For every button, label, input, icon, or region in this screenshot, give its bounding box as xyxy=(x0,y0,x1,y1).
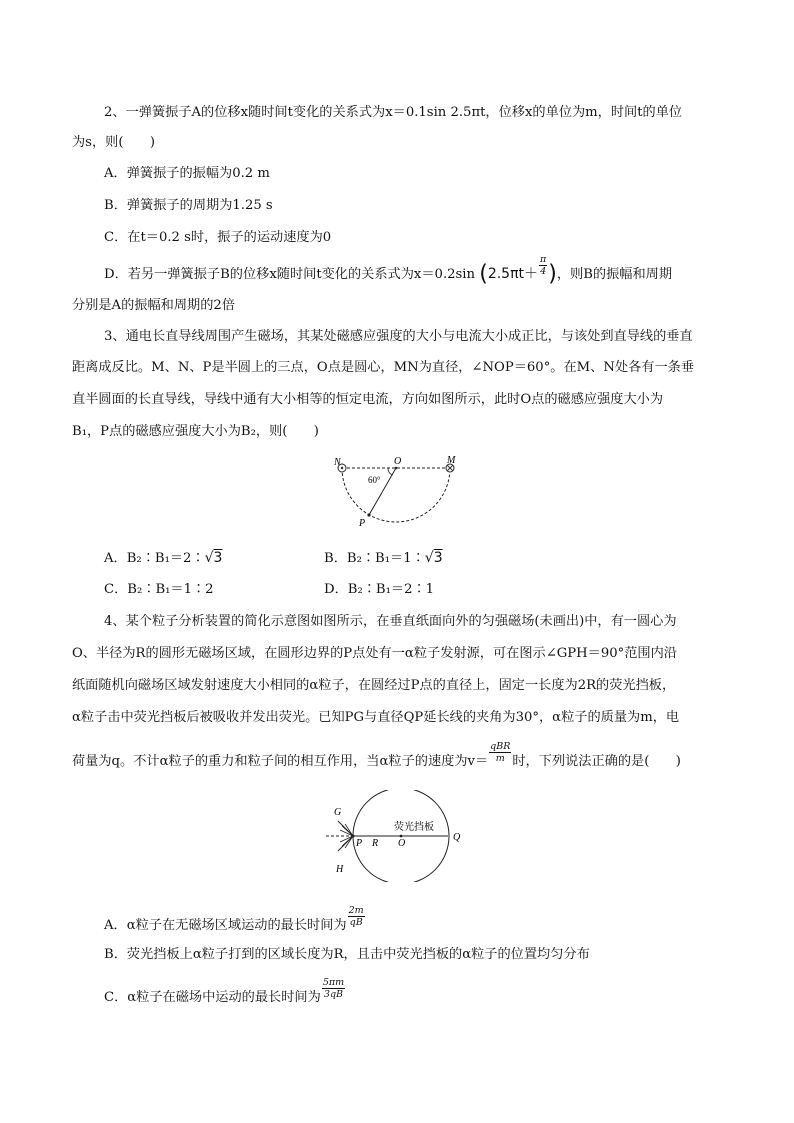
semicircle-arc xyxy=(342,468,450,522)
q3-option-a xyxy=(104,548,222,569)
fraction-denominator: qB xyxy=(349,917,363,928)
time-fraction xyxy=(322,977,345,1000)
label-o: O xyxy=(394,456,402,467)
point-p-dot xyxy=(367,513,370,516)
fraction-numerator: π xyxy=(540,254,547,265)
q2-option-b: B．弹簧振子的周期为1.25 s xyxy=(104,198,273,213)
q4-option-c-pre: C．α粒子在磁场中运动的最长时间为 xyxy=(104,990,321,1005)
q4-option-b: B．荧光挡板上α粒子打到的区域长度为R，且击中荧光挡板的α粒子的位置均匀分布 xyxy=(104,947,590,962)
fraction-denominator: 4 xyxy=(540,266,547,277)
sqrt-symbol: √ xyxy=(204,550,214,566)
time-fraction xyxy=(348,905,365,928)
q3-semicircle-figure xyxy=(322,452,472,532)
q2-stem-line1: 2、一弹簧振子A的位移x随时间t变化的关系式为x＝0.1sin 2.5πt，位移x的单位为m，时间t的单位 xyxy=(104,105,683,120)
q3-option-b-pre: B．B₂∶B₁＝1∶ xyxy=(324,551,425,566)
center-o-dot xyxy=(400,835,403,838)
fraction-numerator: qBR xyxy=(490,741,511,752)
q3-option-a-pre: A．B₂∶B₁＝2∶ xyxy=(104,551,205,566)
q2-option-d-line2: 分别是A的振幅和周期的2倍 xyxy=(72,298,235,313)
q4-stem-line4: α粒子击中荧光挡板后被吸收并发出荧光。已知PG与直径QP延长线的夹角为30°，α粒子的质量为m，电 xyxy=(72,710,680,725)
q4-stem-line3: 纸面随机向磁场区域发射速度大小相同的α粒子，在圆经过P点的直径上，固定一长度为2R的荧光挡板， xyxy=(72,678,676,693)
q2-option-d-post: ，则B的振幅和周期 xyxy=(556,267,673,282)
label-n: N xyxy=(334,457,341,468)
q2-option-d xyxy=(104,254,673,287)
q4-option-a-pre: A．α粒子在无磁场区域运动的最长时间为 xyxy=(104,918,347,933)
label-g: G xyxy=(334,807,342,818)
q3-option-d: D．B₂∶B₁＝2∶1 xyxy=(324,582,435,597)
fraction-numerator: 2m xyxy=(348,905,364,916)
q4-stem-line1: 4、某个粒子分析装置的简化示意图如图所示，在垂直纸面向外的匀强磁场(未画出)中，有一圆心为 xyxy=(104,614,677,629)
center-o-dot xyxy=(395,467,398,470)
current-out-dot xyxy=(341,467,343,469)
q3-stem-line4: B₁，P点的磁感应强度大小为B₂，则( ) xyxy=(72,424,319,439)
q3-option-b xyxy=(324,548,443,569)
label-p: P xyxy=(356,838,363,849)
q4-option-a xyxy=(104,905,366,937)
q4-stem-line5 xyxy=(72,741,681,773)
angle-arc xyxy=(388,468,392,475)
fraction-denominator: 3qB xyxy=(323,989,344,1000)
label-m: M xyxy=(447,455,456,466)
q3-option-b-radicand: 3 xyxy=(433,550,443,566)
q3-stem-line1: 3、通电长直导线周围产生磁场，其某处磁感应强度的大小与电流大小成正比，与该处到直导线的垂直 xyxy=(104,329,693,344)
pi-over-four-fraction xyxy=(539,254,547,277)
q2-stem-line2: 为s，则( ) xyxy=(72,135,155,150)
label-screen: 荧光挡板 xyxy=(394,822,434,833)
label-q: Q xyxy=(453,832,461,843)
close-paren: ) xyxy=(548,261,557,287)
label-h: H xyxy=(336,864,344,875)
q2-option-c: C．在t＝0.2 s时，振子的运动速度为0 xyxy=(104,230,332,245)
point-p-dot xyxy=(352,835,355,838)
label-p: P xyxy=(359,518,366,529)
q2-option-a: A．弹簧振子的振幅为0.2 m xyxy=(104,166,270,181)
q2-option-d-arg: 2.5πt＋ xyxy=(487,266,538,282)
q4-stem-line5-pre: 荷量为q。不计α粒子的重力和粒子间的相互作用，当α粒子的速度为v＝ xyxy=(72,754,489,769)
label-angle: 60° xyxy=(368,475,381,485)
q3-option-c: C．B₂∶B₁＝1∶2 xyxy=(104,582,214,597)
label-o: O xyxy=(398,838,406,849)
open-paren: ( xyxy=(479,261,488,287)
q2-option-d-pre: D．若另一弹簧振子B的位移x随时间t变化的关系式为x＝0.2sin xyxy=(104,267,476,282)
q3-option-a-radicand: 3 xyxy=(213,550,223,566)
fraction-numerator: 5πm xyxy=(322,977,345,988)
sqrt-symbol: √ xyxy=(424,550,434,566)
fraction-denominator: m xyxy=(495,753,505,764)
velocity-fraction xyxy=(489,741,511,764)
q3-stem-line2: 距离成反比。M、N、P是半圆上的三点，O点是圆心，MN为直径，∠NOP＝60°。在M、N处各有一条垂 xyxy=(72,360,695,375)
q4-circle-figure xyxy=(320,790,470,882)
q4-stem-line2: O、半径为R的圆形无磁场区域，在圆形边界的P点处有一α粒子发射源，可在图示∠GPH＝90°范围内沿 xyxy=(72,646,677,661)
q3-stem-line3: 直半圆面的长直导线，导线中通有大小相等的恒定电流，方向如图所示，此时O点的磁感应强度大小为 xyxy=(72,392,664,407)
label-r: R xyxy=(372,838,379,849)
q4-stem-line5-post: 时，下列说法正确的是( ) xyxy=(512,754,681,769)
